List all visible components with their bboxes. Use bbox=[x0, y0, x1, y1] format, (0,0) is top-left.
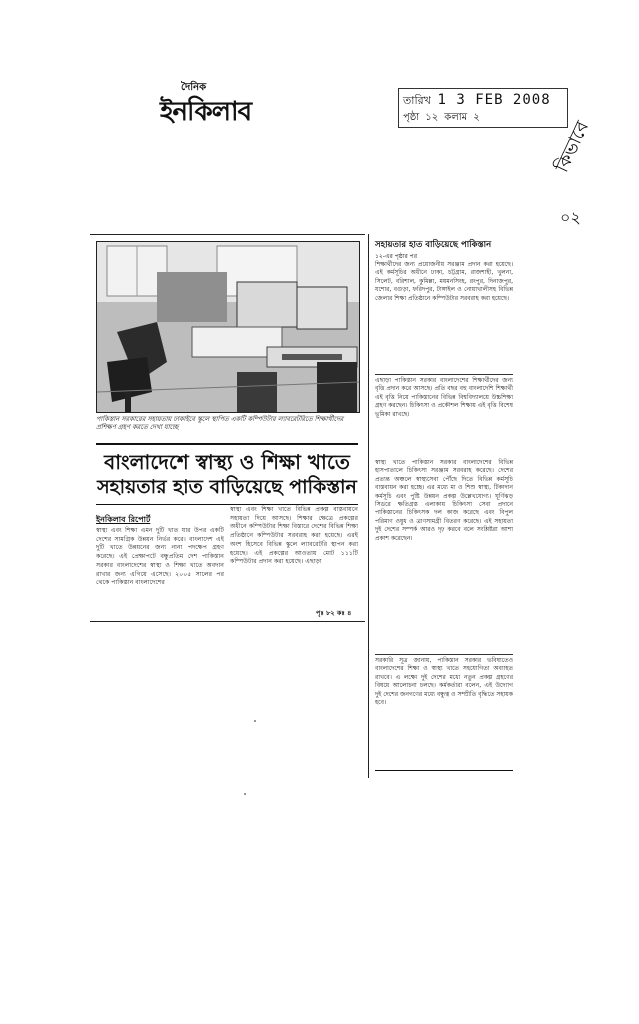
newspaper-name: ইনকিলাব bbox=[160, 97, 252, 127]
continued-label: পৃঃ ৮২ কঃ ৪ bbox=[316, 609, 352, 617]
stamp-date-label: তারিখ bbox=[403, 94, 431, 107]
right-clipping bbox=[368, 234, 515, 778]
date-stamp bbox=[398, 88, 568, 128]
paragraph-divider bbox=[375, 654, 513, 655]
stamp-date: 1 3 FEB 2008 bbox=[437, 92, 551, 108]
masthead-small-label: দৈনিক bbox=[181, 82, 207, 93]
scan-speck bbox=[254, 720, 256, 722]
continuation-paragraph-3: স্বাস্থ্য খাতে পাকিস্তান সরকার বাংলাদেশের বিভিন্ন হাসপাতালে চিকিৎসা সরঞ্জাম সরবরাহ করেছে। দেশের প্রত্যন্ত অঞ্চলে স্বাস্থ্যসেবা পৌঁছে দিতে বিভিন্ন কর্মসূচি বাস্তবায়ন করা হচ্ছে। এর মধ্যে মা ও শিশু স্বাস্থ্য, টিকাদান কর্মসূচি এবং পুষ্টি উন্নয়ন প্রকল্প উল্লেখযোগ্য। ঘূর্ণিঝড় সিডরে ক্ষতিগ্রস্ত এলাকায় চিকিৎসা সেবা প্রদানে পাকিস্তানের চিকিৎসক দল কাজ করেছে এবং বিপুল পরিমাণ ওষুধ ও ত্রাণসামগ্রী বিতরণ করেছে। এই সহায়তা দুই দেশের সম্পর্ক আরও দৃঢ় করবে বলে সংশ্লিষ্টরা আশা প্রকাশ করেছেন। bbox=[375, 459, 513, 542]
headline-line-2: সহায়তার হাত বাড়িয়েছে পাকিস্তান bbox=[97, 476, 357, 498]
headline-line-1: বাংলাদেশে স্বাস্থ্য ও শিক্ষা খাতে bbox=[104, 450, 350, 474]
photo-caption: পাকিস্তান সরকারের সহায়তায় ঢাকাইবে স্কুলে স্থাপিত একটি কম্পিউটার ল্যাবরেটরিতে শিক্ষার্থীদের প্রশিক্ষণ গ্রহণ করতে দেখা যাচ্ছে bbox=[96, 415, 344, 431]
byline: ইনকিলাব রিপোর্ট bbox=[96, 515, 151, 524]
scan-speck bbox=[244, 793, 246, 795]
article-column-2: স্বাস্থ্য এবং শিক্ষা খাতে বিভিন্ন প্রকল্প বাস্তবায়নে সহায়তা দিয়ে আসছে। শিক্ষার ক্ষেত্রে প্রকল্পের অধীনে কম্পিউটার শিক্ষা বিস্তারে দেশের বিভিন্ন শিক্ষা প্রতিষ্ঠানে কম্পিউটার সরবরাহ করা হয়েছে। এরই অংশ হিসেবে বিভিন্ন স্কুলে ল্যাবরেটরি স্থাপন করা হয়েছে। এই প্রকল্পের আওতায় মোট ১১১টি কম্পিউটার প্রদান করা হয়েছে। এছাড়া bbox=[230, 506, 358, 566]
paragraph-divider bbox=[375, 374, 513, 375]
handwritten-note: কিভাবে bbox=[551, 118, 594, 176]
left-clipping bbox=[90, 234, 365, 623]
continuation-paragraph-4: সরকারি সূত্র জানায়, পাকিস্তান সরকার ভবিষ্যতেও বাংলাদেশের শিক্ষা ও স্বাস্থ্য খাতে সহযোগিতা অব্যাহত রাখবে। এ লক্ষ্যে দুই দেশের মধ্যে নতুন প্রকল্প গ্রহণের বিষয়ে আলোচনা চলছে। কর্মকর্তারা বলেন, এই উদ্যোগ দুই দেশের জনগণের মধ্যে বন্ধুত্ব ও সম্প্রীতি বৃদ্ধিতে সহায়ক হবে। bbox=[375, 657, 513, 707]
end-rule bbox=[375, 770, 513, 771]
stamp-column-label: কলাম bbox=[444, 112, 468, 123]
article-column-1: স্বাস্থ্য এবং শিক্ষা এমন দুটি খাত যার উপর একটি দেশের সামগ্রিক উন্নয়ন নির্ভর করে। বাংলাদেশ এই দুটি খাতে উন্নয়নের জন্য নানা পদক্ষেপ গ্রহণ করেছে। এই প্রেক্ষাপটে বন্ধুপ্রতিম দেশ পাকিস্তান সরকার বাংলাদেশের স্বাস্থ্য ও শিক্ষা খাতে অবদান রাখার জন্য এগিয়ে এসেছে। ২০০৫ সালের পর থেকে পাকিস্তান বাংলাদেশের bbox=[96, 527, 224, 587]
news-photo bbox=[96, 241, 360, 413]
headline bbox=[96, 443, 358, 505]
continuation-title: সহায়তার হাত বাড়িয়েছে পাকিস্তান bbox=[375, 240, 492, 250]
computer-lab-photo-icon bbox=[97, 242, 359, 412]
stamp-page-label: পৃষ্ঠা bbox=[403, 112, 420, 123]
bottom-rule bbox=[90, 621, 365, 622]
continuation-paragraph-2: এছাড়া পাকিস্তান সরকার বাংলাদেশের শিক্ষার্থীদের জন্য বৃত্তি প্রদান করে আসছে। প্রতি বছর বহু বাংলাদেশি শিক্ষার্থী এই বৃত্তি নিয়ে পাকিস্তানের বিভিন্ন বিশ্ববিদ্যালয়ে উচ্চশিক্ষা গ্রহণ করছেন। চিকিৎসা ও প্রকৌশল শিক্ষায় এই বৃত্তি বিশেষ ভূমিকা রাখছে। bbox=[375, 377, 513, 418]
handwritten-number: ০২ bbox=[560, 208, 581, 227]
continuation-from: ১২-এর পৃষ্ঠার পর bbox=[375, 253, 418, 260]
continuation-paragraph-1: শিক্ষার্থীদের জন্য প্রয়োজনীয় সরঞ্জাম প্রদান করা হয়েছে। এই কর্মসূচির অধীনে ঢাকা, চট্টগ্রাম, রাজশাহী, খুলনা, সিলেট, বরিশাল, কুমিল্লা, ময়মনসিংহ, রংপুর, দিনাজপুর, যশোর, বগুড়া, ফরিদপুর, টাঙ্গাইল ও নোয়াখালীসহ বিভিন্ন জেলার শিক্ষা প্রতিষ্ঠানে কম্পিউটার সরবরাহ করা হয়েছে। bbox=[375, 261, 513, 302]
stamp-page-value: ১২ bbox=[425, 112, 439, 123]
stamp-column-value: ২ bbox=[473, 112, 480, 123]
